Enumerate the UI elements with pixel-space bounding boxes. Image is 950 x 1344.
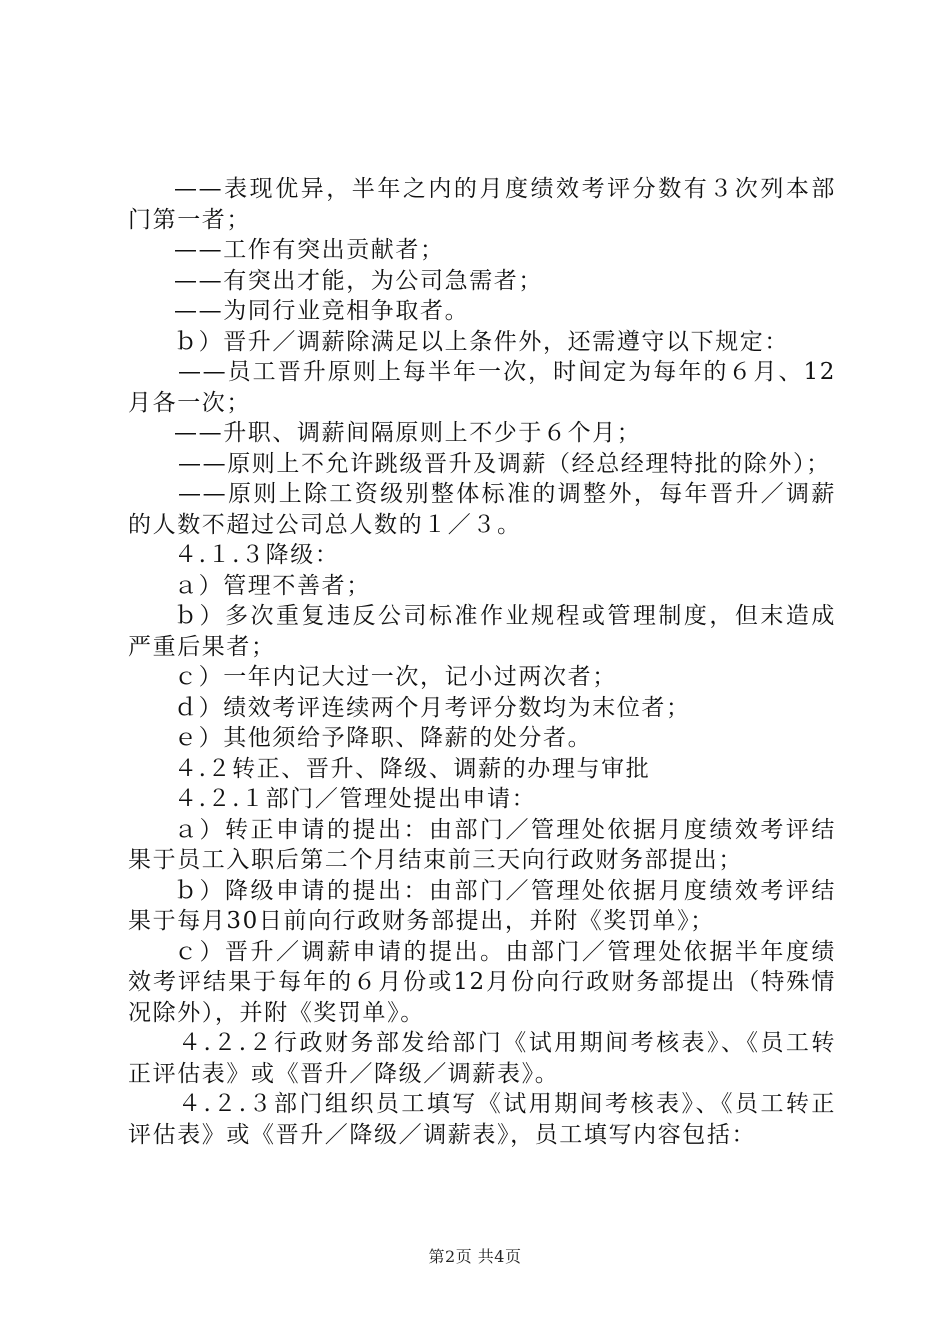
paragraph-10: ４.１.３降级： [174,542,340,568]
paragraph-12: ｂ）多次重复违反公司标准作业规程或管理制度，但末造成严重后果者； [128,603,836,660]
paragraph-15: ｅ）其他须给予降职、降薪的处分者。 [174,725,593,751]
paragraph-16: ４.２转正、晋升、降级、调薪的办理与审批 [174,755,651,782]
paragraph-13: ｃ）一年内记大过一次，记小过两次者； [174,664,617,690]
paragraph-8: ——原则上不允许跳级晋升及调薪（经总经理特批的除外）； [178,450,831,477]
paragraph-6: ——员工晋升原则上每半年一次，时间定为每年的６月、12月各一次； [128,359,836,416]
paragraph-22: ４.２.３部门组织员工填写《试用期间考核表》、《员工转正评估表》或《晋升／降级／调薪表》，员工填写内容包括： [128,1091,836,1148]
paragraph-20: ｃ）晋升／调薪申请的提出。由部门／管理处依据半年度绩效考评结果于每年的６月份或12月份向行政财务部提出（特殊情况除外），并附《奖罚单》。 [128,938,836,1026]
paragraph-17: ４.２.１部门／管理处提出申请： [174,786,537,812]
paragraph-5: ｂ）晋升／调薪除满足以上条件外，还需遵守以下规定： [174,328,789,355]
paragraph-9: ——原则上除工资级别整体标准的调整外，每年晋升／调薪的人数不超过公司总人数的１／３。 [128,481,836,538]
paragraph-4: ——为同行业竞相争取者。 [174,298,470,324]
paragraph-18: ａ）转正申请的提出：由部门／管理处依据月度绩效考评结果于员工入职后第二个月结束前三天向行政财务部提出； [128,816,836,873]
paragraph-1: ——表现优异，半年之内的月度绩效考评分数有３次列本部门第一者； [128,176,836,233]
paragraph-11: ａ）管理不善者； [174,572,371,599]
paragraph-7: ——升职、调薪间隔原则上不少于６个月； [174,420,642,446]
paragraph-21: ４.２.２行政财务部发给部门《试用期间考核表》、《员工转正评估表》或《晋升／降级／调薪表》。 [128,1030,836,1087]
paragraph-2: ——工作有突出贡献者； [174,237,445,263]
paragraph-3: ——有突出才能，为公司急需者； [174,267,543,294]
page-footer: 第2页 共4页 [428,1247,522,1266]
document-body [128,174,836,1150]
paragraph-14: ｄ）绩效考评连续两个月考评分数均为末位者； [174,694,691,721]
paragraph-19: ｂ）降级申请的提出：由部门／管理处依据月度绩效考评结果于每月30日前向行政财务部提出，并附《奖罚单》； [128,877,836,934]
